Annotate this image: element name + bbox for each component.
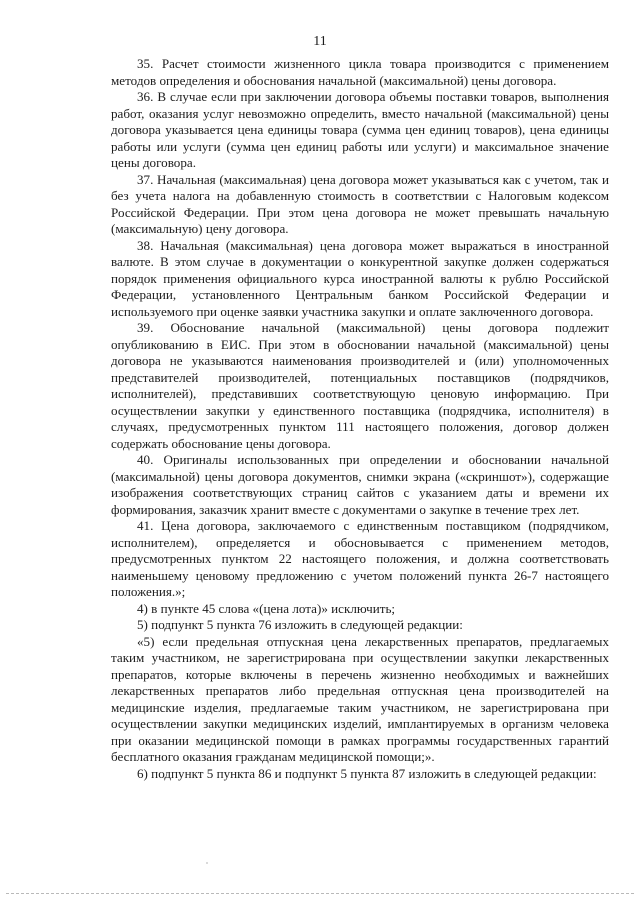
- paragraph-36: 36. В случае если при заключении договора объемы поставки товаров, выполнения работ, оказания услуг невозможно определить, вместо начальной (максимальной) цены договора указывается цена единицы товара (сумма цен единиц товаров), цена единицы работы или услуги (сумма цен единиц работы или услуги) и максимальное значение цены договора.: [111, 89, 609, 170]
- paragraph-38: 38. Начальная (максимальная) цена договора может выражаться в иностранной валюте. В этом случае в документации о конкурентной закупке должен содержаться порядок применения официального курса иностранной валюты к рублю Российской Федерации, установленного Центральным банком Российской Федерации и используемого при оценке заявки участника закупки и оплате заключенного договора.: [111, 237, 609, 319]
- amendment-item-4: 4) в пункте 45 слова «(цена лота)» исключить;: [137, 600, 396, 616]
- scan-artifact: [206, 862, 208, 864]
- amendment-item-6: 6) подпункт 5 пункта 86 и подпункт 5 пункта 87 изложить в следующей редакции:: [137, 765, 597, 781]
- page-number: 11: [313, 34, 327, 49]
- paragraph-35: 35. Расчет стоимости жизненного цикла товара производится с применением методов определения и обоснования начальной (максимальной) цены договора.: [111, 56, 609, 88]
- paragraph-41: 41. Цена договора, заключаемого с единственным поставщиком (подрядчиком, исполнителем), определяется и обосновывается с применением методов, предусмотренных пунктом 22 настоящего положения, и должна соответствовать наименьшему ценовому предложению с учетом положений пункта 26-7 настоящего положения.»;: [111, 518, 609, 599]
- scan-edge-rule: [6, 893, 634, 894]
- amendment-quote-5: «5) если предельная отпускная цена лекарственных препаратов, предлагаемых таким участником, не зарегистрирована при осуществлении закупки лекарственных препаратов, которые включены в перечень жизненно необходимых и важнейших лекарственных препаратов либо предельная отпускная цена производителей на медицинские изделия, предлагаемые таким участником, не зарегистрирована при осуществлении закупки медицинских изделий, имплантируемых в организм человека при оказании медицинской помощи в рамках программы государственных гарантий бесплатного оказания гражданам медицинской помощи;».: [111, 633, 609, 764]
- paragraph-37: 37. Начальная (максимальная) цена договора может указываться как с учетом, так и без учета налога на добавленную стоимость в соответствии с Налоговым кодексом Российской Федерации. При этом цена договора не может превышать начальную (максимальную) цену договора.: [111, 171, 609, 236]
- body-text: [111, 56, 609, 782]
- paragraph-40: 40. Оригиналы использованных при определении и обосновании начальной (максимальной) цены договора документов, снимки экрана («скриншот»), содержащие изображения соответствующих страниц сайтов с указанием даты и времени их формирования, заказчик хранит вместе с документами о закупке в течение трех лет.: [111, 452, 609, 517]
- amendment-item-5: 5) подпункт 5 пункта 76 изложить в следующей редакции:: [137, 617, 463, 632]
- paragraph-39: 39. Обоснование начальной (максимальной) цены договора подлежит опубликованию в ЕИС. При этом в обосновании начальной (максимальной) цены договора не указываются наименования производителей и (или) уполномоченных представителей производителей, потенциальных поставщиков (подрядчиков, исполнителей), представивших соответствующую ценовую информацию. При осуществлении закупки у единственного поставщика (подрядчика, исполнителя) в случаях, предусмотренных пунктом 111 настоящего положения, договор должен содержать обоснование цены договора.: [111, 320, 609, 451]
